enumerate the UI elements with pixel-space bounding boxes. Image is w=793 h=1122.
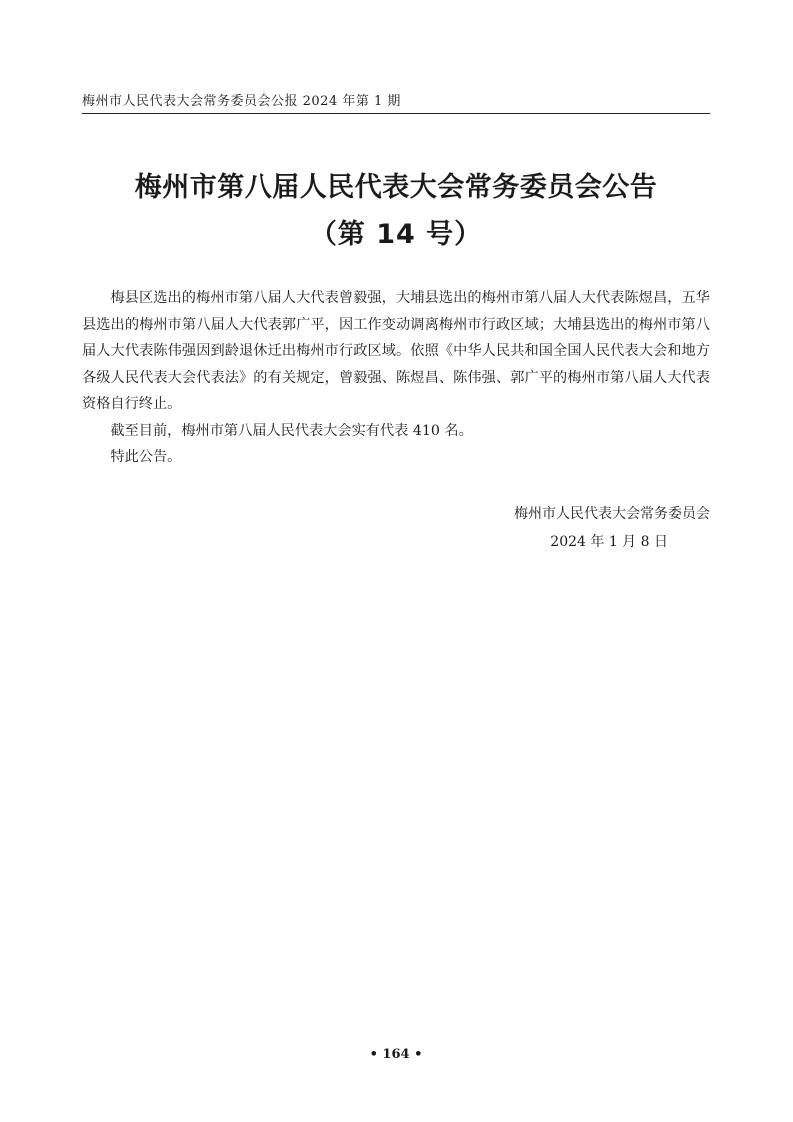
issuing-organization: 梅州市人民代表大会常务委员会 xyxy=(514,506,710,522)
signature-block xyxy=(460,500,710,556)
page-number: • 164 • xyxy=(369,1047,423,1062)
body-paragraph-2: 截至目前，梅州市第八届人民代表大会实有代表 410 名。 xyxy=(110,422,473,439)
issue-date: 2024 年 1 月 8 日 xyxy=(550,534,668,550)
running-header: 梅州市人民代表大会常务委员会公报 2024 年第 1 期 xyxy=(82,94,401,109)
announcement-body xyxy=(82,285,710,471)
announcement-number: （第 14 号） xyxy=(309,219,483,250)
announcement-title: 梅州市第八届人民代表大会常务委员会公告 xyxy=(134,172,658,203)
header-divider xyxy=(82,113,710,114)
body-paragraph-3: 特此公告。 xyxy=(110,449,182,465)
body-paragraph-1: 梅县区选出的梅州市第八届人大代表曾毅强，大埔县选出的梅州市第八届人大代表陈煜昌，五华县选出的梅州市第八届人大代表郭广平，因工作变动调离梅州市行政区域；大埔县选出的梅州市第八届人大代表陈伟强因到龄退休迁出梅州市行政区域。依照《中华人民共和国全国人民代表大会和地方各级人民代表大会代表法》的有关规定，曾毅强、陈煜昌、陈伟强、郭广平的梅州市第八届人大代表资格自行终止。 xyxy=(82,290,710,412)
